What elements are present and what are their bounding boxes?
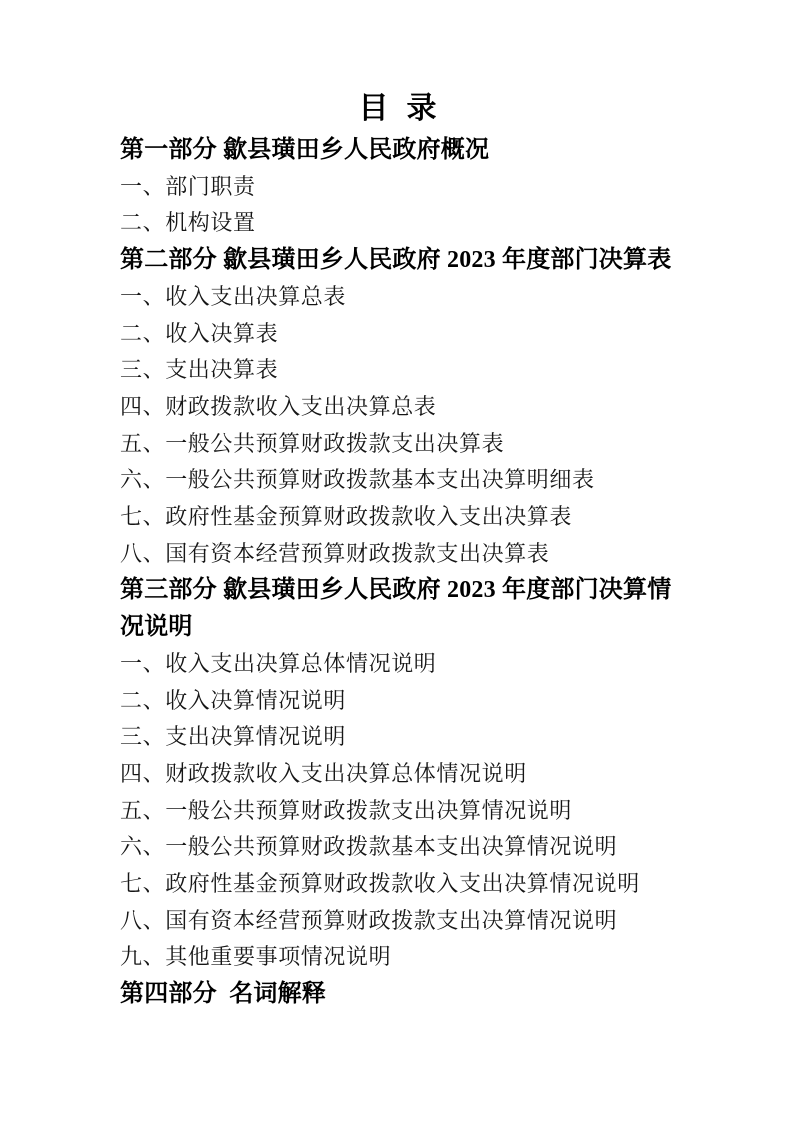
toc-item: 七、政府性基金预算财政拨款收入支出决算表 — [120, 504, 573, 530]
section-heading-2: 第二部分 歙县璜田乡人民政府 2023 年度部门决算表 — [120, 247, 672, 274]
toc-body — [120, 132, 676, 1013]
toc-item: 八、国有资本经营预算财政拨款支出决算情况说明 — [120, 907, 618, 933]
section-heading-4: 第四部分 名词解释 — [120, 981, 326, 1008]
toc-item: 六、一般公共预算财政拨款基本支出决算明细表 — [120, 467, 595, 493]
toc-item: 二、收入决算表 — [120, 320, 279, 346]
toc-item: 三、支出决算情况说明 — [120, 724, 347, 750]
toc-item: 五、一般公共预算财政拨款支出决算表 — [120, 430, 505, 456]
toc-item: 二、收入决算情况说明 — [120, 687, 347, 713]
toc-item: 一、部门职责 — [120, 173, 256, 199]
toc-item: 二、机构设置 — [120, 210, 256, 236]
toc-item: 一、收入支出决算总表 — [120, 283, 347, 309]
toc-item: 五、一般公共预算财政拨款支出决算情况说明 — [120, 797, 573, 823]
toc-item: 八、国有资本经营预算财政拨款支出决算表 — [120, 540, 550, 566]
toc-content — [120, 86, 676, 1013]
toc-item: 一、收入支出决算总体情况说明 — [120, 650, 437, 676]
section-heading-1: 第一部分 歙县璜田乡人民政府概况 — [120, 137, 490, 163]
page-title: 目 录 — [358, 92, 438, 125]
toc-item: 六、一般公共预算财政拨款基本支出决算情况说明 — [120, 834, 618, 860]
toc-item: 九、其他重要事项情况说明 — [120, 944, 392, 970]
section-heading-3: 第三部分 歙县璜田乡人民政府 2023 年度部门决算情况说明 — [120, 577, 672, 641]
toc-item: 三、支出决算表 — [120, 357, 279, 383]
toc-item: 七、政府性基金预算财政拨款收入支出决算情况说明 — [120, 871, 640, 897]
toc-item: 四、财政拨款收入支出决算总体情况说明 — [120, 760, 527, 786]
toc-item: 四、财政拨款收入支出决算总表 — [120, 393, 437, 419]
